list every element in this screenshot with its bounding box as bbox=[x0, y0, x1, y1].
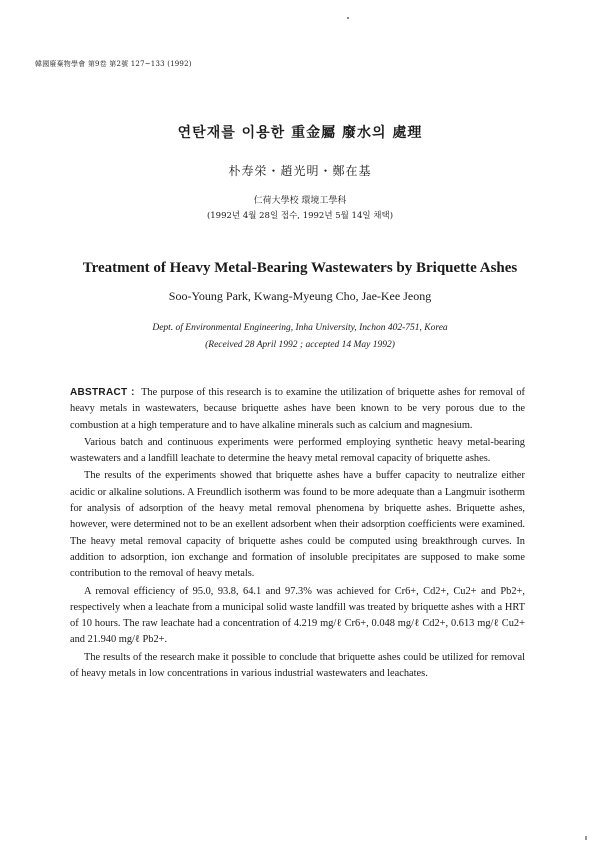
abstract-paragraph-5: The results of the research make it possible to conclude that briquette ashes could be utilized for removal of heavy metals in low concentrations in various industrial wastewaters and leachates. bbox=[70, 651, 525, 680]
english-dates: (Received 28 April 1992 ; accepted 14 May 1992) bbox=[205, 340, 395, 350]
abstract-paragraph-3: The results of the experiments showed that briquette ashes have a buffer capacity to neutralize either acidic or alkaline solutions. A Freundlich isotherm was found to be more adequate than a Langmuir isotherm for analysis of adsorption of the heavy metal removal phenomena by briquette ashes. Briquette ashes, however, were determined not to be an exellent adsorbent when their adsorption coefficients were examined. The heavy metal removal capacity of briquette ashes could be computed using breakthrough curves. In addition to adsorption, ion exchange and formation of insoluble precipitates are supposed to make some contribution to the removal of heavy metals. bbox=[70, 470, 525, 580]
korean-authors: 朴寿栄・趙光明・鄭在基 bbox=[228, 164, 372, 178]
abstract-label: ABSTRACT : bbox=[70, 387, 135, 398]
english-title: Treatment of Heavy Metal-Bearing Wastewaters by Briquette Ashes bbox=[82, 260, 518, 276]
scan-mark bbox=[585, 836, 587, 840]
abstract-paragraph-4: A removal efficiency of 95.0, 93.8, 64.1 and 97.3% was achieved for Cr6+, Cd2+, Cu2+ and Pb2+, respectively when a leachate from a municipal solid waste landfill was treated by briquette ashes with a HRT of 10 hours. The raw leachate had a concentration of 4.219 mg/ℓ Cr6+, 0.048 mg/ℓ Cd2+, 0.613 mg/ℓ Cu2+ and 21.940 mg/ℓ Pb2+. bbox=[70, 585, 525, 646]
english-affiliation: Dept. of Environmental Engineering, Inha University, Inchon 402-751, Korea bbox=[152, 323, 448, 333]
english-authors: Soo-Young Park, Kwang-Myeung Cho, Jae-Kee Jeong bbox=[168, 289, 432, 303]
abstract-paragraph-2: Various batch and continuous experiments were performed employing synthetic heavy metal-bearing wastewaters and a landfill leachate to determine the heavy metal removal capacity of briquette ashes. bbox=[70, 436, 525, 465]
abstract bbox=[70, 385, 525, 683]
scan-speck bbox=[347, 17, 349, 19]
korean-affiliation: 仁荷大學校 環境工學科 bbox=[253, 196, 347, 206]
korean-dates: (1992년 4월 28일 접수, 1992년 5월 14일 채택) bbox=[206, 211, 394, 221]
abstract-text-1: The purpose of this research is to examine the utilization of briquette ashes for removal of heavy metals in wastewaters, because briquette ashes have been known to be very porous due to the combustion at a high temperature and to have alkaline minerals such as calcium and magnesium. bbox=[70, 387, 526, 431]
abstract-paragraph-1 bbox=[70, 385, 525, 434]
korean-title: 연탄재를 이용한 重金屬 廢水의 處理 bbox=[177, 125, 423, 141]
journal-header: 韓國廢棄物學會 第9卷 第2號 127~133 (1992) bbox=[35, 60, 192, 68]
